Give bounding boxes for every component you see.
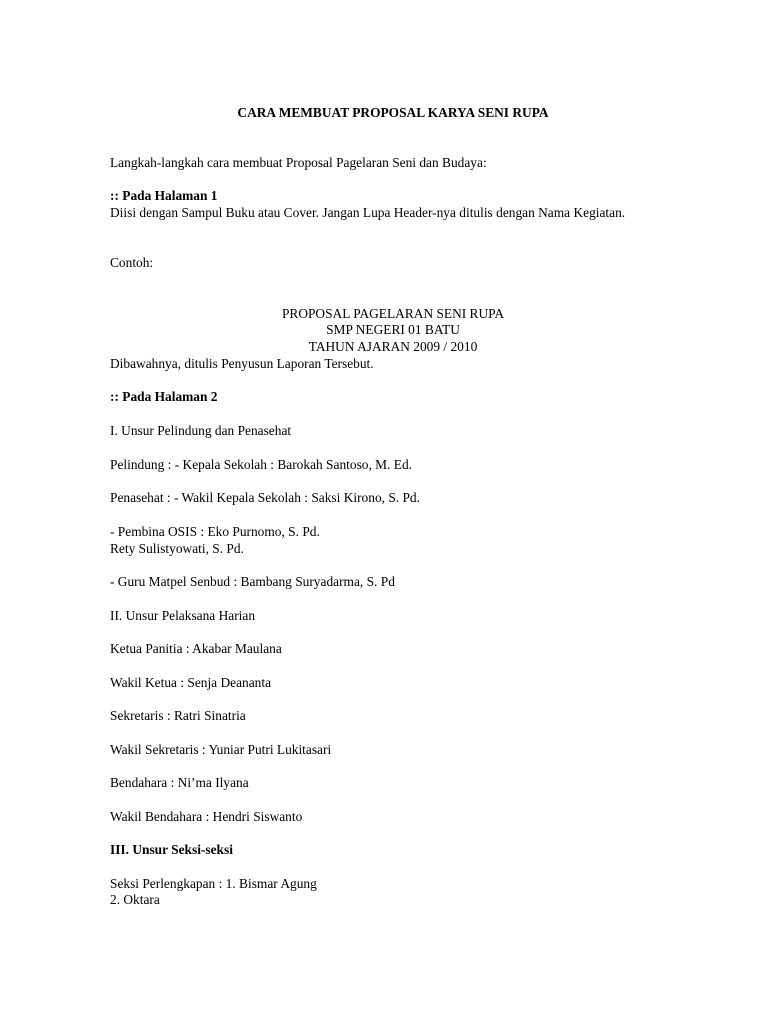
- wakil-sekretaris-line: Wakil Sekretaris : Yuniar Putri Lukitasari: [110, 742, 332, 757]
- perlengkapan-line-1: Seksi Perlengkapan : 1. Bismar Agung: [110, 876, 317, 891]
- page1-heading: :: Pada Halaman 1: [110, 188, 218, 203]
- section3-title: III. Unsur Seksi-seksi: [110, 842, 233, 857]
- pembina-line-1: - Pembina OSIS : Eko Purnomo, S. Pd.: [110, 524, 320, 539]
- wakil-bendahara-line: Wakil Bendahara : Hendri Siswanto: [110, 809, 303, 824]
- example-label: Contoh:: [110, 255, 154, 270]
- page1-description: Diisi dengan Sampul Buku atau Cover. Jangan Lupa Header-nya ditulis dengan Nama Kegiatan.: [110, 205, 626, 220]
- document-title: CARA MEMBUAT PROPOSAL KARYA SENI RUPA: [237, 105, 549, 120]
- intro-text: Langkah-langkah cara membuat Proposal Pagelaran Seni dan Budaya:: [110, 155, 487, 170]
- pembina-line-2: Rety Sulistyowati, S. Pd.: [110, 541, 244, 556]
- perlengkapan-line-2: 2. Oktara: [110, 892, 160, 907]
- ketua-line: Ketua Panitia : Akabar Maulana: [110, 641, 282, 656]
- example-line-3: TAHUN AJARAN 2009 / 2010: [308, 339, 478, 354]
- guru-line: - Guru Matpel Senbud : Bambang Suryadarma, S. Pd: [110, 574, 395, 589]
- example-line-2: SMP NEGERI 01 BATU: [326, 322, 460, 337]
- bendahara-line: Bendahara : Ni’ma Ilyana: [110, 775, 249, 790]
- section1-title: I. Unsur Pelindung dan Penasehat: [110, 423, 292, 438]
- sekretaris-line: Sekretaris : Ratri Sinatria: [110, 708, 246, 723]
- section2-title: II. Unsur Pelaksana Harian: [110, 608, 256, 623]
- wakil-ketua-line: Wakil Ketua : Senja Deananta: [110, 675, 272, 690]
- page2-heading: :: Pada Halaman 2: [110, 389, 218, 404]
- pelindung-line: Pelindung : - Kepala Sekolah : Barokah Santoso, M. Ed.: [110, 457, 412, 472]
- page1-note: Dibawahnya, ditulis Penyusun Laporan Tersebut.: [110, 356, 374, 371]
- example-line-1: PROPOSAL PAGELARAN SENI RUPA: [281, 306, 505, 321]
- penasehat-line: Penasehat : - Wakil Kepala Sekolah : Saksi Kirono, S. Pd.: [110, 490, 420, 505]
